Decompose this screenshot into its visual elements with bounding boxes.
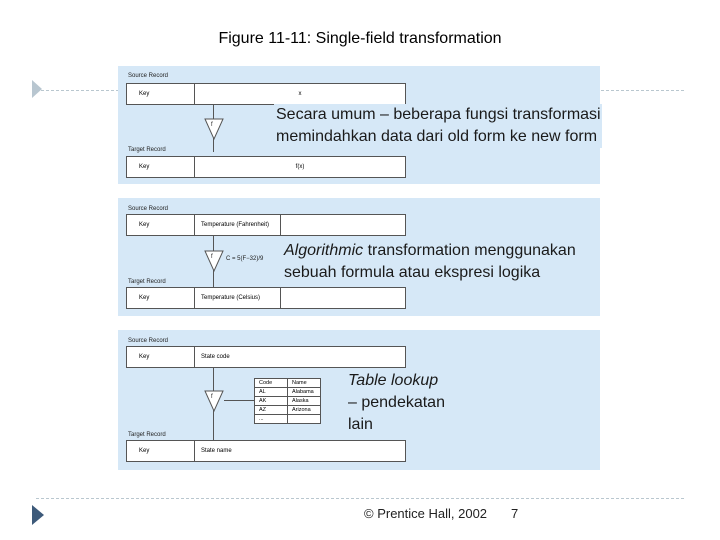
source-value-cell: State code <box>201 354 230 360</box>
source-record-label: Source Record <box>128 338 169 344</box>
empty-cell <box>281 288 405 308</box>
note-algorithmic-emphasis: Algorithmic <box>284 242 364 259</box>
copyright-footer: © Prentice Hall, 2002 <box>364 506 488 521</box>
note-general: Secara umum – beberapa fungsi transformasi memindahkan data dari old form ke new form <box>274 104 602 148</box>
page-number: 7 <box>511 506 519 521</box>
lookup-row <box>255 406 321 415</box>
target-record-label: Target Record <box>128 279 166 285</box>
lookup-cell: AL <box>255 388 288 397</box>
key-cell: Key <box>127 347 195 367</box>
lookup-header-row <box>255 379 321 388</box>
source-record-3 <box>126 346 406 368</box>
formula-label: C = 5(F−32)/9 <box>226 256 264 262</box>
lookup-cell: AZ <box>255 406 288 415</box>
target-value-cell: Temperature (Celsius) <box>195 288 281 308</box>
key-cell: Key <box>127 288 195 308</box>
key-cell: Key <box>127 215 195 235</box>
target-value-cell: f(x) <box>295 164 305 170</box>
function-label: f <box>211 254 213 260</box>
section-gap-2 <box>118 316 600 330</box>
lookup-cell: Alabama <box>288 388 321 397</box>
function-triangle-icon <box>204 250 224 272</box>
function-label: f <box>211 122 213 128</box>
lookup-cell <box>288 415 321 424</box>
note-table-lookup <box>346 370 468 436</box>
section-gap-1 <box>118 184 600 198</box>
source-record-2 <box>126 214 406 236</box>
key-cell: Key <box>127 441 195 461</box>
lookup-cell: Arizona <box>288 406 321 415</box>
top-bullet-icon <box>32 80 42 98</box>
source-record-1 <box>126 83 406 105</box>
target-value-cell: State name <box>201 448 232 454</box>
function-label: f <box>211 394 213 400</box>
target-record-label: Target Record <box>128 432 166 438</box>
lookup-header-cell: Code <box>255 379 288 388</box>
lookup-table <box>254 378 321 424</box>
target-record-2 <box>126 287 406 309</box>
lookup-row <box>255 388 321 397</box>
lookup-connector <box>224 400 254 401</box>
lookup-cell: ... <box>255 415 288 424</box>
source-value-cell: x <box>298 91 302 97</box>
function-triangle-icon <box>204 118 224 140</box>
bottom-bullet-icon <box>32 505 44 525</box>
key-cell: Key <box>127 84 195 104</box>
lookup-row <box>255 397 321 406</box>
source-value-cell: Temperature (Fahrenheit) <box>195 215 281 235</box>
source-record-label: Source Record <box>128 206 169 212</box>
bottom-divider <box>36 498 684 499</box>
note-algorithmic-text: transformation menggunakan sebuah formula atau ekspresi logika <box>284 242 576 281</box>
key-cell: Key <box>127 157 195 177</box>
slide-title: Figure 11-11: Single-field transformation <box>218 30 502 47</box>
source-record-label: Source Record <box>128 73 169 79</box>
note-lookup-emphasis: Table lookup <box>348 372 439 389</box>
lookup-cell: AK <box>255 397 288 406</box>
target-record-1 <box>126 156 406 178</box>
empty-cell <box>281 215 405 235</box>
lookup-header-cell: Name <box>288 379 321 388</box>
note-lookup-text: – pendekatan lain <box>348 394 445 433</box>
target-record-3 <box>126 440 406 462</box>
note-algorithmic <box>282 240 584 284</box>
lookup-row <box>255 415 321 424</box>
target-record-label: Target Record <box>128 147 166 153</box>
function-triangle-icon <box>204 390 224 412</box>
lookup-cell: Alaska <box>288 397 321 406</box>
